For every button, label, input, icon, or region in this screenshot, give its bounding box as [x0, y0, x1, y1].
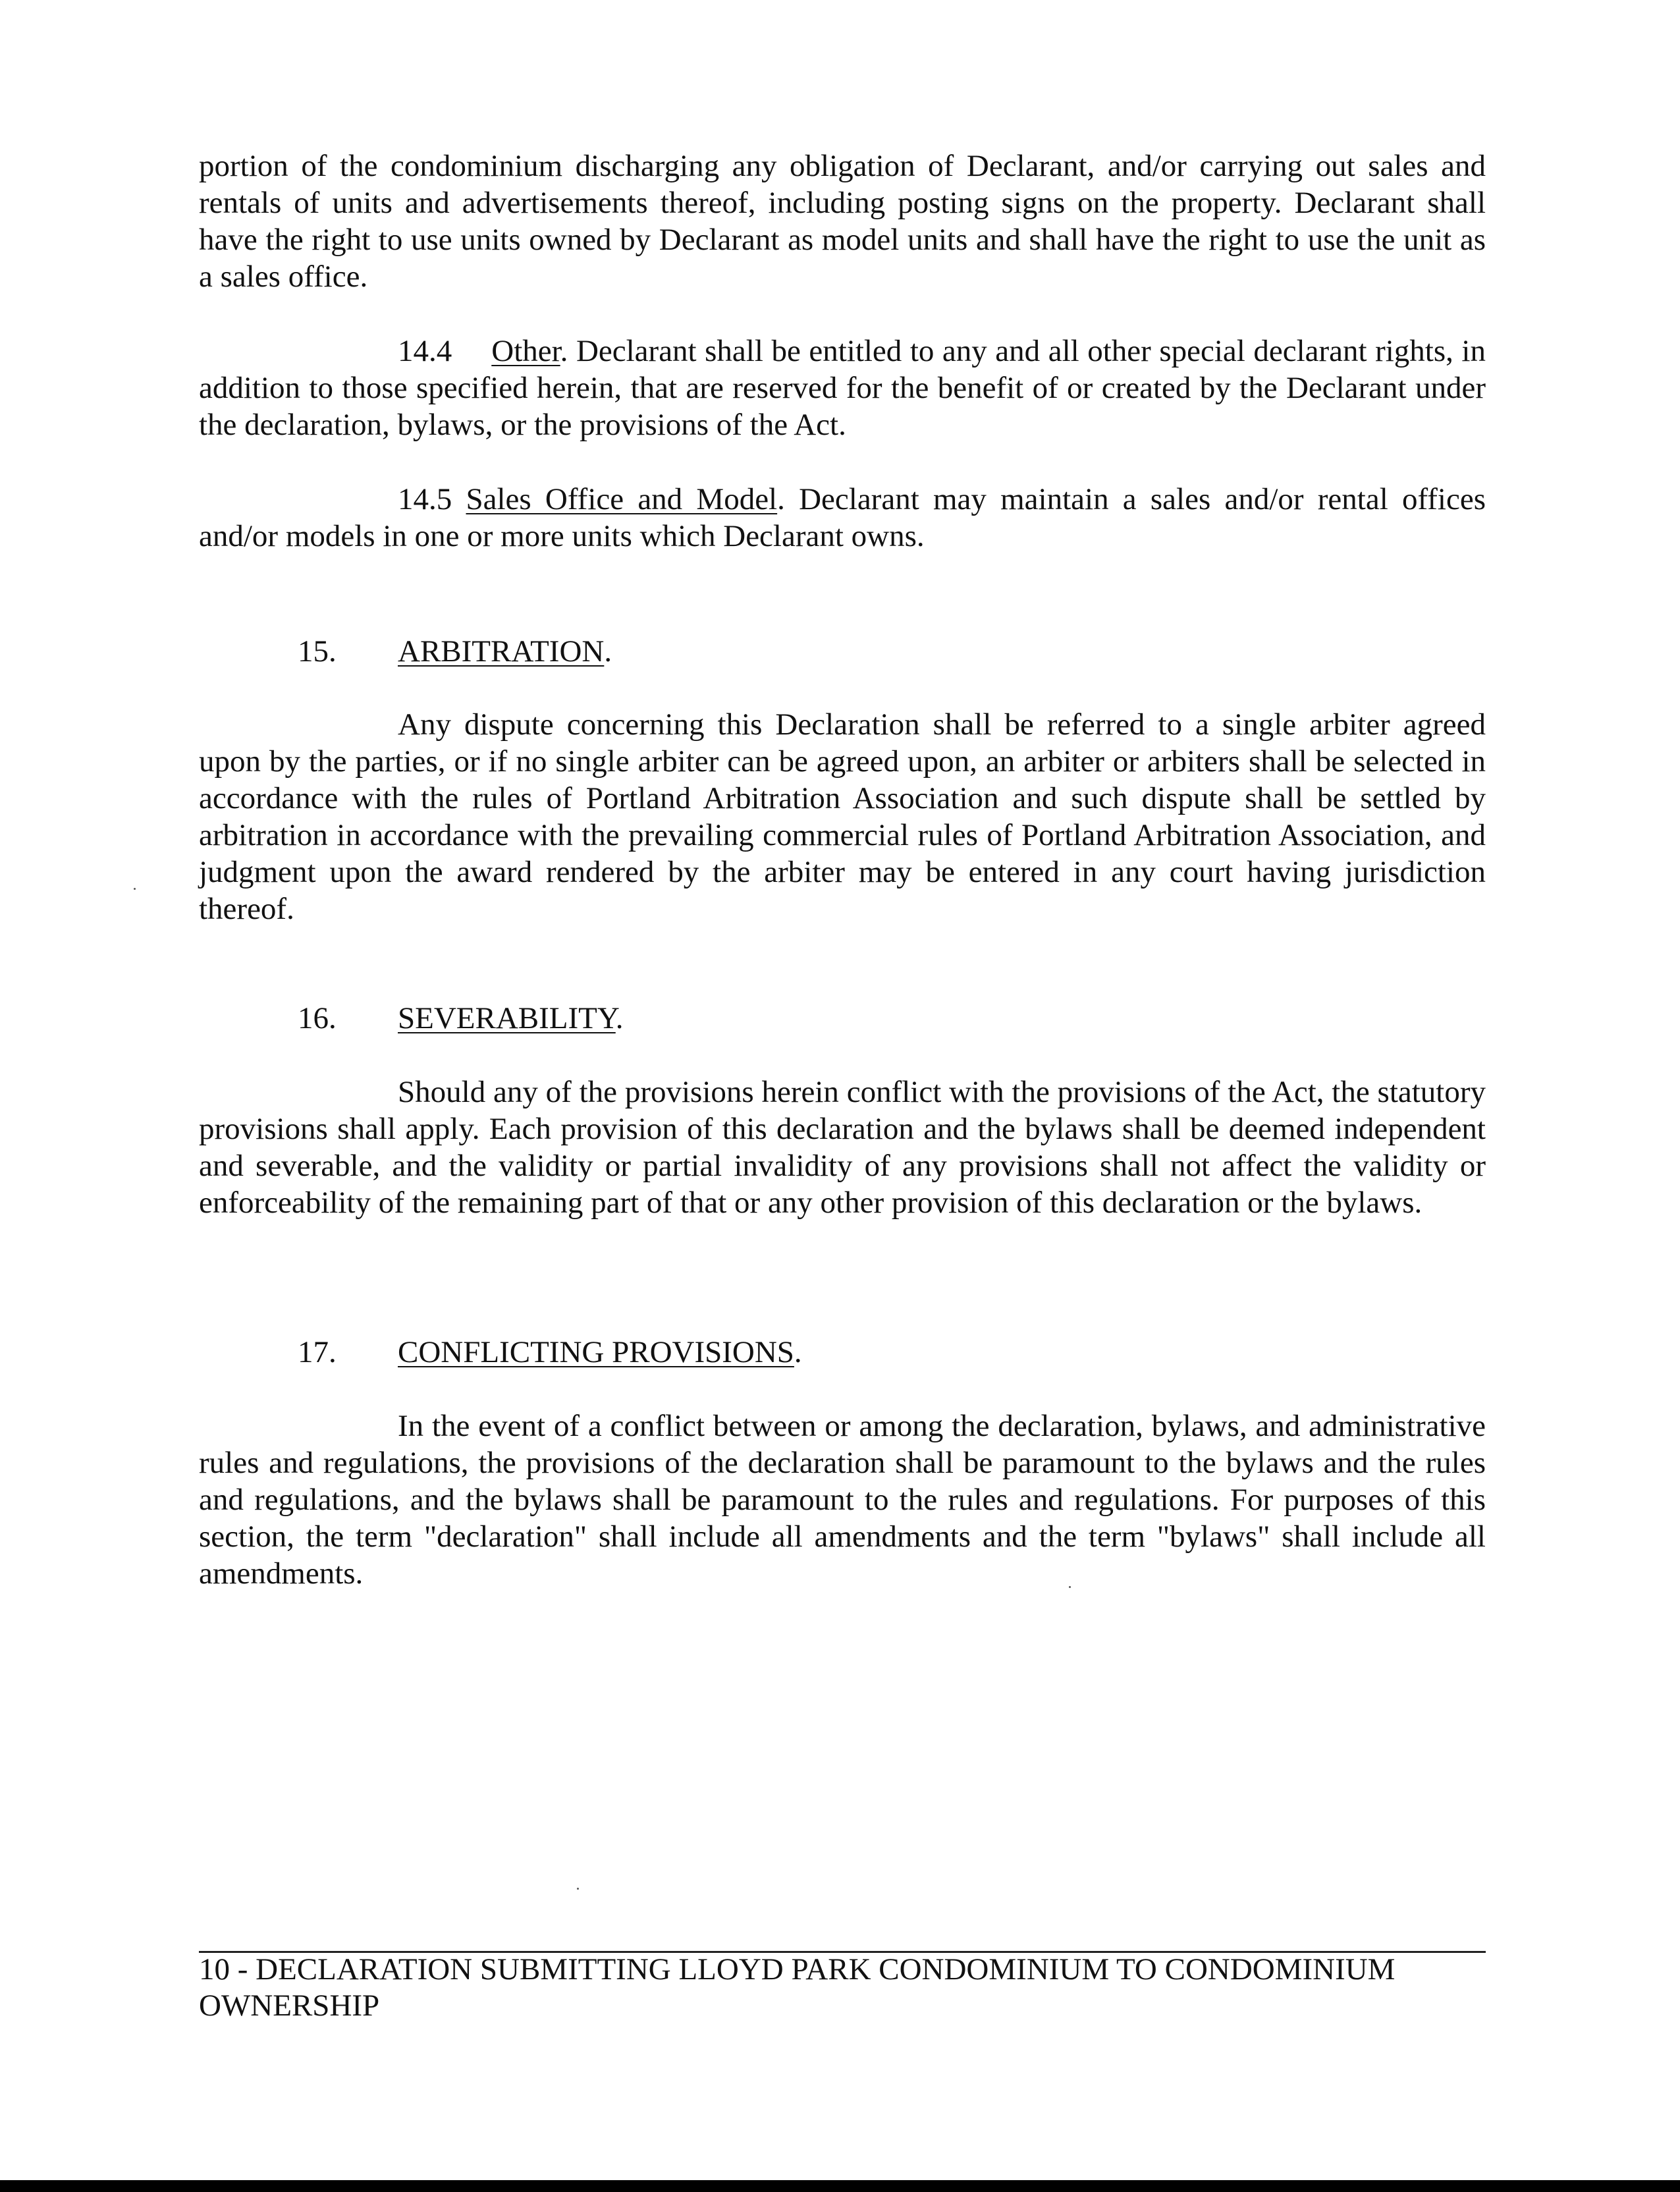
section-15-text: Any dispute concerning this Declaration shall be referred to a single arbiter agreed upon by the parties, or if no single arbiter can be agreed upon, an arbiter or arbiters shall be selected in accordance with the rules of Portland Arbitration Association and such dispute shall be settled by arbitration in accordance with the prevailing commercial rules of Portland Arbitration Association, and judgment upon the award rendered by the arbiter may be entered in any court having jurisdiction thereof. — [199, 707, 1486, 926]
section-14-5-text: . Declarant may maintain a sales and/or rental offices and/or models in one or more units which Declarant owns. — [199, 482, 1486, 553]
scan-speck — [1069, 1586, 1071, 1588]
section-16-text: Should any of the provisions herein conflict with the provisions of the Act, the statutory provisions shall apply. Each provision of this declaration and the bylaws shall be deemed independent and severable, and the validity or partial invalidity of any provisions shall not affect the validity or enforceability of the remaining part of that or any other provision of this declaration or the bylaws. — [199, 1075, 1486, 1220]
section-16-heading: SEVERABILITY — [398, 1001, 616, 1035]
section-14-5-heading: Sales Office and Model — [466, 482, 778, 516]
scan-speck — [577, 1888, 579, 1890]
section-14-4-paragraph — [199, 333, 1486, 443]
section-15-heading-line — [398, 633, 612, 670]
section-17-heading: CONFLICTING PROVISIONS — [398, 1335, 794, 1369]
heading-period: . — [604, 634, 612, 669]
footer-line-2: OWNERSHIP — [199, 1988, 380, 2023]
page-footer — [199, 1952, 1503, 2024]
section-16-heading-line — [398, 1000, 624, 1037]
scan-bottom-edge — [0, 2180, 1680, 2192]
section-17-text: In the event of a conflict between or among the declaration, bylaws, and administrative rules and regulations, the provisions of the declaration shall be paramount to the bylaws and the rules and regulations, and the bylaws shall be paramount to the rules and regulations. For purposes of this section, the term "declaration" shall include all amendments and the term "bylaws" shall include all amendments. — [199, 1409, 1486, 1591]
section-14-4-text: . Declarant shall be entitled to any and all other special declarant rights, in addition to those specified herein, that are reserved for the benefit of or created by the Declarant under the declaration, bylaws, or the provisions of the Act. — [199, 334, 1486, 442]
section-14-5-number: 14.5 — [398, 482, 452, 516]
section-14-5-paragraph — [199, 481, 1486, 555]
footer-line-1: 10 - DECLARATION SUBMITTING LLOYD PARK CONDOMINIUM TO CONDOMINIUM — [199, 1952, 1395, 1986]
section-14-4-number: 14.4 — [398, 334, 452, 368]
section-14-4-heading: Other — [491, 334, 560, 368]
section-15-heading: ARBITRATION — [398, 634, 605, 669]
section-17-number: 17. — [298, 1335, 337, 1369]
section-16-number: 16. — [298, 1001, 337, 1035]
heading-period: . — [615, 1001, 624, 1035]
scan-speck — [134, 888, 136, 890]
heading-period: . — [794, 1335, 802, 1369]
section-15-number: 15. — [298, 634, 337, 669]
continuation-paragraph: portion of the condominium discharging any obligation of Declarant, and/or carrying out sales and rentals of units and advertisements thereof, including posting signs on the property. Declarant shall have the right to use units owned by Declarant as model units and shall have the right to use the unit as a sales office. — [199, 149, 1486, 294]
section-15-paragraph — [199, 706, 1486, 927]
section-17-heading-line — [398, 1334, 802, 1371]
section-17-paragraph — [199, 1408, 1486, 1592]
section-16-paragraph — [199, 1074, 1486, 1221]
